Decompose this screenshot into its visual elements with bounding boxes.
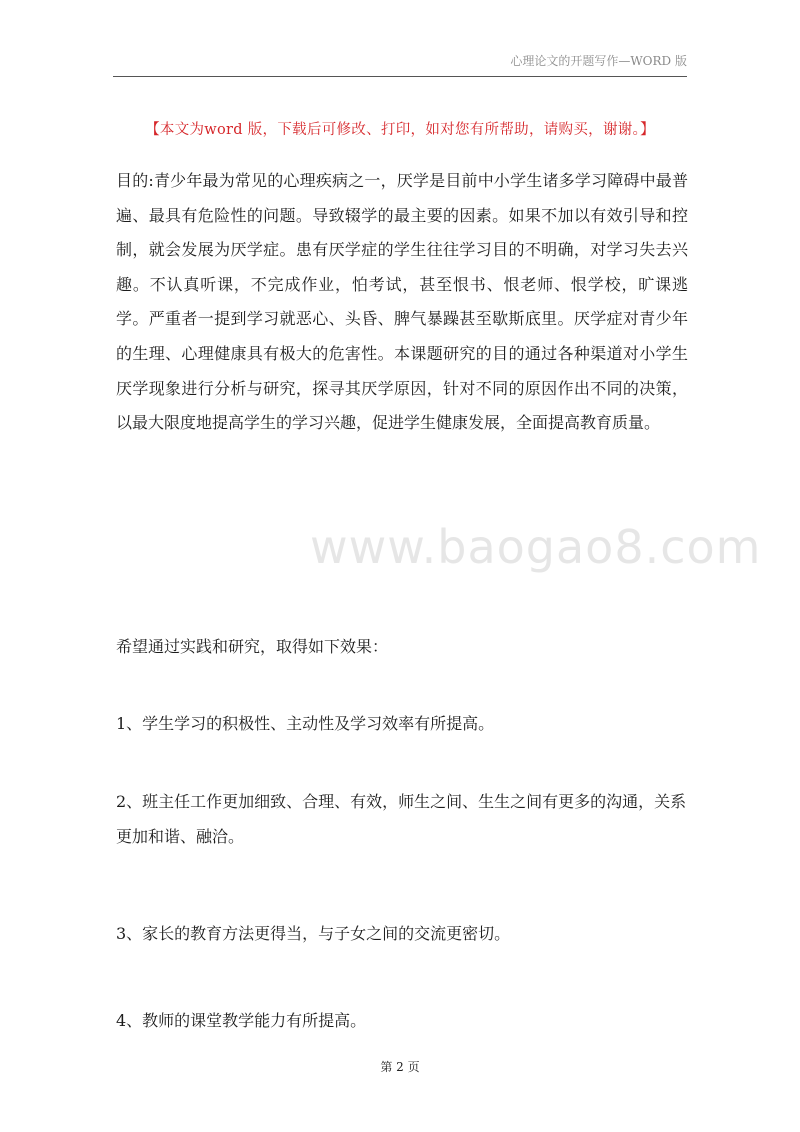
list-item-1: 1、学生学习的积极性、主动性及学习效率有所提高。: [116, 714, 495, 733]
page-header-title: 心理论文的开题写作—WORD 版: [510, 54, 687, 68]
list-item-2: 2、班主任工作更加细致、合理、有效，师生之间、生生之间有更多的沟通，关系更加和谐、融洽。: [116, 792, 687, 846]
list-item-4: 4、教师的课堂教学能力有所提高。: [116, 1011, 367, 1030]
expectation-intro: 希望通过实践和研究，取得如下效果：: [116, 637, 389, 656]
download-notice: 【本文为word 版，下载后可修改、打印，如对您有所帮助，请购买，谢谢。】: [145, 122, 655, 138]
header-divider: [113, 76, 687, 77]
list-item-3: 3、家长的教育方法更得当，与子女之间的交流更密切。: [116, 924, 511, 943]
purpose-text: 目的:青少年最为常见的心理疾病之一，厌学是目前中小学生诸多学习障碍中最普遍、最具有危险性的问题。导致辍学的最主要的因素。如果不加以有效引导和控制，就会发展为厌学症。患有厌学症的学生往往学习目的不明确，对学习失去兴趣。不认真听课，不完成作业，怕考试，甚至恨书、恨老师、恨学校，旷课逃学。严重者一提到学习就恶心、头昏、脾气暴躁甚至歇斯底里。厌学症对青少年的生理、心理健康具有极大的危害性。本课题研究的目的通过各种渠道对小学生厌学现象进行分析与研究，探寻其厌学原因，针对不同的原因作出不同的决策，以最大限度地提高学生的学习兴趣，促进学生健康发展，全面提高教育质量。: [116, 171, 688, 433]
site-watermark: www.baogao8.com: [310, 520, 762, 574]
purpose-paragraph: [116, 164, 688, 441]
page-number: 第 2 页: [380, 1060, 420, 1074]
